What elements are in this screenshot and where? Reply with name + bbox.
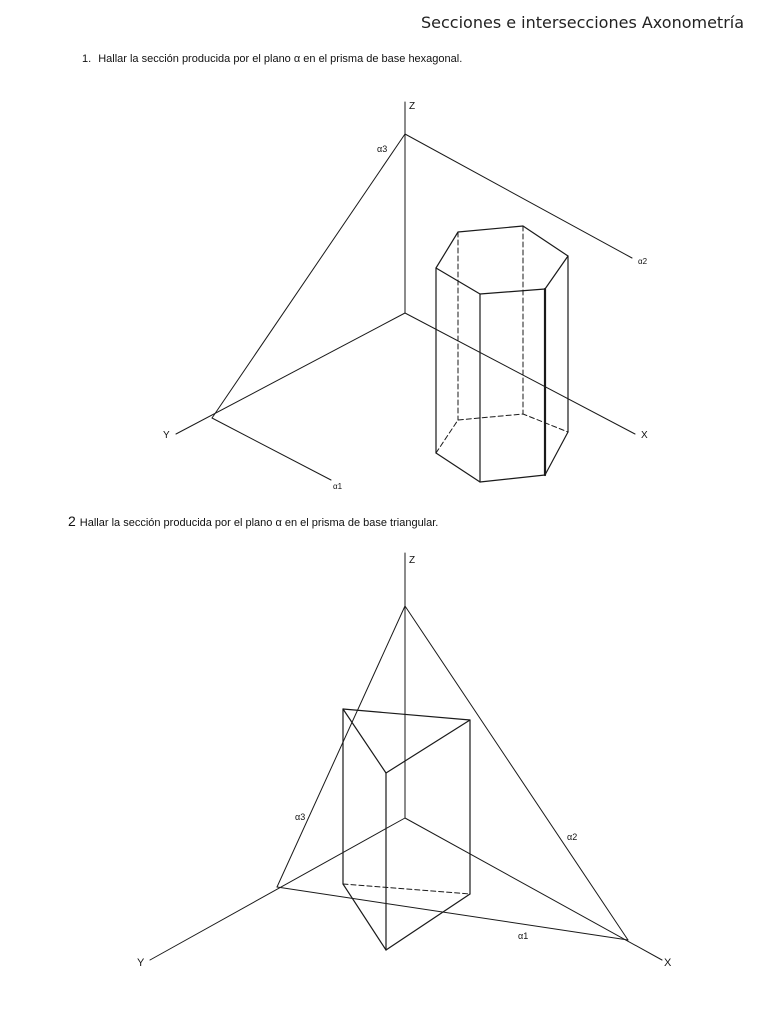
exercise-1-number: 1. [82, 53, 92, 65]
prism-bottom-edge [343, 884, 386, 950]
label-y: Y [163, 430, 170, 441]
axis-y [150, 818, 405, 960]
prism-top-triangle [343, 709, 470, 773]
label-x: X [641, 430, 648, 441]
axis-x [405, 818, 662, 960]
prism-bottom-edge [386, 894, 470, 950]
prism-bottom-hidden [436, 414, 568, 453]
label-z: Z [409, 101, 416, 112]
axis-x [405, 313, 635, 434]
prism-top-hexagon [436, 226, 568, 294]
trace-alpha2 [405, 606, 628, 940]
prism-bottom-hidden [343, 884, 470, 894]
label-alpha2: α2 [638, 257, 648, 266]
label-alpha2: α2 [567, 832, 578, 842]
page-title: Secciones e intersecciones Axonometría [421, 13, 745, 32]
trace-alpha1 [212, 418, 331, 480]
label-z: Z [409, 555, 416, 566]
exercise-2-number: 2 [68, 513, 76, 529]
trace-alpha1 [277, 887, 628, 940]
prism-bottom-visible [436, 432, 568, 482]
label-alpha3: α3 [377, 144, 388, 154]
label-alpha1: α1 [518, 931, 529, 941]
label-alpha1: α1 [333, 482, 343, 491]
exercise-2-statement [68, 513, 438, 529]
exercise-1-statement [82, 53, 462, 65]
figure-hexagonal-prism [0, 90, 768, 500]
trace-alpha3 [212, 134, 405, 418]
label-alpha3: α3 [295, 812, 306, 822]
figure-triangular-prism [0, 545, 768, 1024]
label-y: Y [137, 957, 145, 969]
exercise-1-text: Hallar la sección producida por el plano α en el prisma de base hexagonal. [98, 53, 463, 65]
trace-alpha2 [405, 134, 632, 258]
axis-y [176, 313, 405, 434]
exercise-2-text: Hallar la sección producida por el plano α en el prisma de base triangular. [79, 517, 439, 529]
label-x: X [664, 957, 672, 969]
